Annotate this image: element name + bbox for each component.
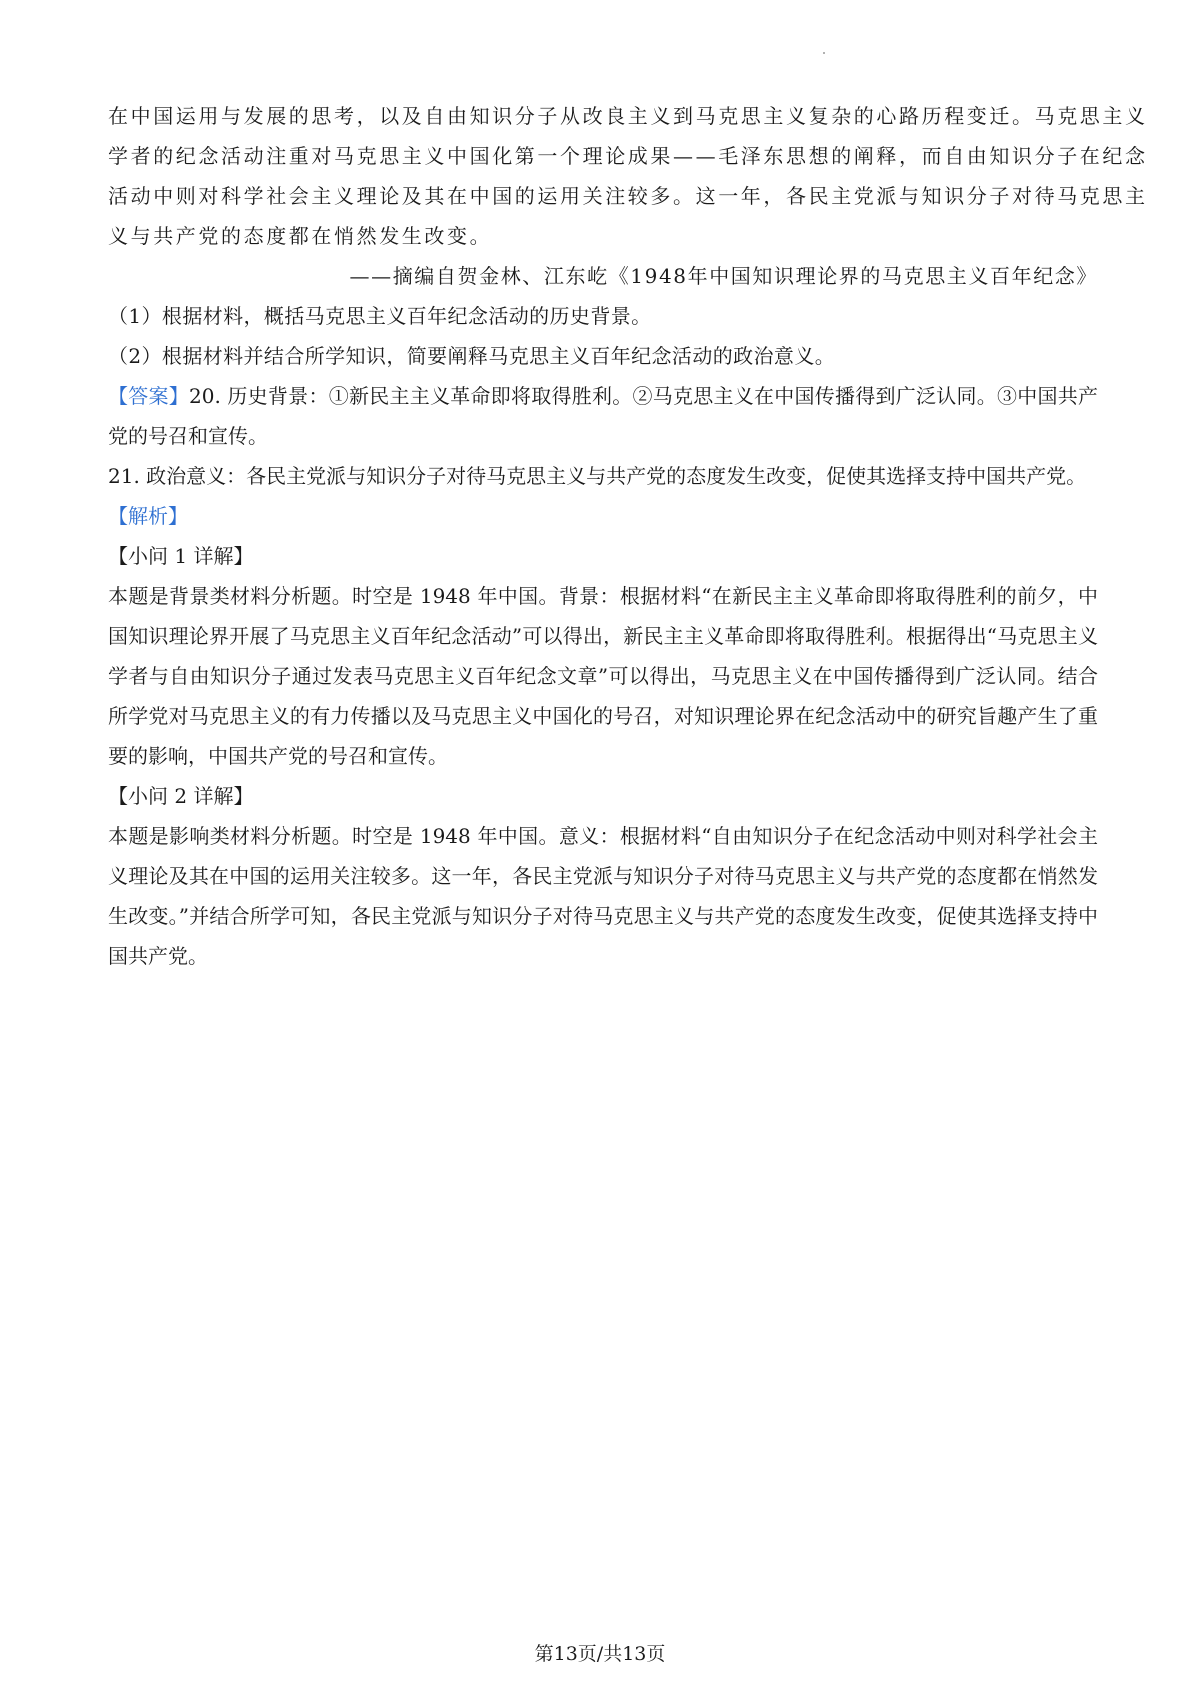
sub-question-1-title: 【小问 1 详解】 — [108, 544, 254, 568]
question-2: （2）根据材料并结合所学知识，简要阐释马克思主义百年纪念活动的政治意义。 — [108, 344, 836, 368]
sub-question-2-text: 本题是影响类材料分析题。时空是 1948 年中国。意义：根据材料“自由知识分子在纪念活动中则对科学社会主义理论及其在中国的运用关注较多。这一年，各民主党派与知识分子对待马克思主义与共产党的态度都在悄然发生改变。”并结合所学可知，各民主党派与知识分子对待马克思主义与共产党的态度发生改变，促使其选择支持中国共产党。 — [108, 824, 1098, 968]
material-line-4: 义与共产党的态度都在悄然发生改变。 — [108, 224, 493, 248]
analysis-tag: 【解析】 — [108, 504, 188, 528]
page-content — [108, 96, 1148, 976]
answer-21: 21. 政治意义：各民主党派与知识分子对待马克思主义与共产党的态度发生改变，促使其选择支持中国共产党。 — [108, 464, 1087, 488]
answer-20-text: 20. 历史背景：①新民主主义革命即将取得胜利。②马克思主义在中国传播得到广泛认同。③中国共产党的号召和宣传。 — [108, 384, 1099, 448]
material-line-2: 学者的纪念活动注重对马克思主义中国化第一个理论成果——毛泽东思想的阐释，而自由知识分子在纪念 — [108, 144, 1148, 168]
page-number: 第13页/共13页 — [534, 1643, 666, 1665]
answer-tag: 【答案】 — [108, 384, 190, 408]
material-line-1: 在中国运用与发展的思考，以及自由知识分子从改良主义到马克思主义复杂的心路历程变迁。马克思主义 — [108, 104, 1148, 128]
question-1: （1）根据材料，概括马克思主义百年纪念活动的历史背景。 — [108, 304, 652, 328]
material-line-3: 活动中则对科学社会主义理论及其在中国的运用关注较多。这一年，各民主党派与知识分子对待马克思主 — [108, 184, 1148, 208]
sub-question-2-title: 【小问 2 详解】 — [108, 784, 254, 808]
scan-dot — [823, 52, 825, 54]
sub-question-1-text: 本题是背景类材料分析题。时空是 1948 年中国。背景：根据材料“在新民主主义革命即将取得胜利的前夕，中国知识理论界开展了马克思主义百年纪念活动”可以得出，新民主主义革命即将取得胜利。根据得出“马克思主义学者与自由知识分子通过发表马克思主义百年纪念文章”可以得出，马克思主义在中国传播得到广泛认同。结合所学党对马克思主义的有力传播以及马克思主义中国化的号召，对知识理论界在纪念活动中的研究旨趣产生了重要的影响，中国共产党的号召和宣传。 — [108, 584, 1098, 768]
answer-20 — [108, 376, 1098, 456]
material-citation: ——摘编自贺金林、江东屹《1948年中国知识理论界的马克思主义百年纪念》 — [349, 264, 1098, 288]
